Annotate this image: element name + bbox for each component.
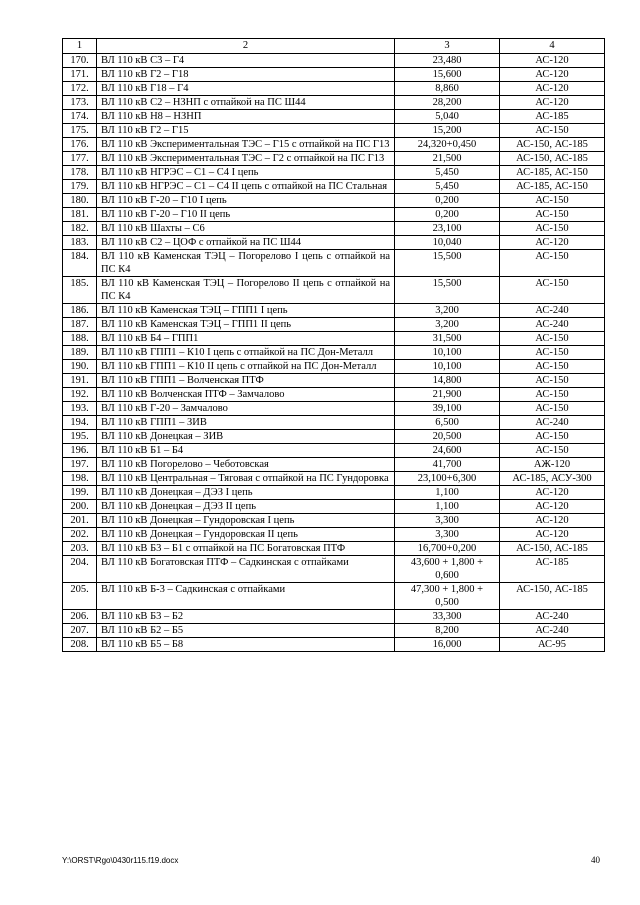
line-length: 21,500 xyxy=(395,152,500,166)
line-length: 16,000 xyxy=(395,638,500,652)
row-number: 207. xyxy=(63,624,97,638)
line-length: 41,700 xyxy=(395,458,500,472)
wire-type: АС-240 xyxy=(500,318,605,332)
wire-type: АС-150 xyxy=(500,444,605,458)
line-name: ВЛ 110 кВ С3 – Г4 xyxy=(97,54,395,68)
line-name: ВЛ 110 кВ Б4 – ГПП1 xyxy=(97,332,395,346)
wire-type: АС-150 xyxy=(500,208,605,222)
wire-type: АС-240 xyxy=(500,304,605,318)
line-name: ВЛ 110 кВ С2 – НЗНП с отпайкой на ПС Ш44 xyxy=(97,96,395,110)
wire-type: АС-150 xyxy=(500,402,605,416)
row-number: 195. xyxy=(63,430,97,444)
row-number: 172. xyxy=(63,82,97,96)
table-row xyxy=(63,138,605,152)
line-length: 24,600 xyxy=(395,444,500,458)
table-row xyxy=(63,360,605,374)
row-number: 186. xyxy=(63,304,97,318)
line-length: 15,500 xyxy=(395,277,500,304)
row-number: 202. xyxy=(63,528,97,542)
wire-type: АС-150, АС-185 xyxy=(500,542,605,556)
line-length: 15,500 xyxy=(395,250,500,277)
line-name: ВЛ 110 кВ Г2 – Г18 xyxy=(97,68,395,82)
line-name: ВЛ 110 кВ Б2 – Б5 xyxy=(97,624,395,638)
line-name: ВЛ 110 кВ Донецкая – ДЭЗ II цепь xyxy=(97,500,395,514)
row-number: 194. xyxy=(63,416,97,430)
row-number: 185. xyxy=(63,277,97,304)
line-length: 0,200 xyxy=(395,208,500,222)
table-row xyxy=(63,388,605,402)
row-number: 203. xyxy=(63,542,97,556)
line-length: 5,450 xyxy=(395,166,500,180)
table-row xyxy=(63,222,605,236)
wire-type: АС-120 xyxy=(500,236,605,250)
line-name: ВЛ 110 кВ Б-3 – Садкинская с отпайками xyxy=(97,583,395,610)
line-length: 10,100 xyxy=(395,346,500,360)
line-name: ВЛ 110 кВ Донецкая – Гундоровская II цепь xyxy=(97,528,395,542)
table-row xyxy=(63,96,605,110)
line-length: 15,600 xyxy=(395,68,500,82)
table-row xyxy=(63,110,605,124)
line-name: ВЛ 110 кВ ГПП1 – Волченская ПТФ xyxy=(97,374,395,388)
line-name: ВЛ 110 кВ Каменская ТЭЦ – Погорелово I цепь с отпайкой на ПС К4 xyxy=(97,250,395,277)
row-number: 179. xyxy=(63,180,97,194)
wire-type: АС-150 xyxy=(500,388,605,402)
line-name: ВЛ 110 кВ Г-20 – Г10 II цепь xyxy=(97,208,395,222)
line-length: 3,200 xyxy=(395,318,500,332)
wire-type: АС-150, АС-185 xyxy=(500,583,605,610)
line-name: ВЛ 110 кВ Шахты – С6 xyxy=(97,222,395,236)
line-name: ВЛ 110 кВ Б3 – Б2 xyxy=(97,610,395,624)
wire-type: АС-185 xyxy=(500,110,605,124)
row-number: 189. xyxy=(63,346,97,360)
table-row xyxy=(63,166,605,180)
line-length: 14,800 xyxy=(395,374,500,388)
row-number: 196. xyxy=(63,444,97,458)
row-number: 198. xyxy=(63,472,97,486)
line-name: ВЛ 110 кВ Б1 – Б4 xyxy=(97,444,395,458)
row-number: 199. xyxy=(63,486,97,500)
line-length: 23,480 xyxy=(395,54,500,68)
row-number: 175. xyxy=(63,124,97,138)
wire-type: АС-150 xyxy=(500,250,605,277)
line-length: 8,200 xyxy=(395,624,500,638)
row-number: 197. xyxy=(63,458,97,472)
line-name: ВЛ 110 кВ Б3 – Б1 с отпайкой на ПС Богатовская ПТФ xyxy=(97,542,395,556)
line-length: 16,700+0,200 xyxy=(395,542,500,556)
table-row xyxy=(63,194,605,208)
line-name: ВЛ 110 кВ Каменская ТЭЦ – ГПП1 II цепь xyxy=(97,318,395,332)
table-row xyxy=(63,318,605,332)
wire-type: АС-120 xyxy=(500,514,605,528)
row-number: 182. xyxy=(63,222,97,236)
line-name: ВЛ 110 кВ Каменская ТЭЦ – Погорелово II цепь с отпайкой на ПС К4 xyxy=(97,277,395,304)
table-row xyxy=(63,208,605,222)
line-name: ВЛ 110 кВ Богатовская ПТФ – Садкинская с отпайками xyxy=(97,556,395,583)
line-name: ВЛ 110 кВ Г-20 – Г10 I цепь xyxy=(97,194,395,208)
line-name: ВЛ 110 кВ ГПП1 – К10 II цепь с отпайкой на ПС Дон-Металл xyxy=(97,360,395,374)
wire-type: АС-240 xyxy=(500,624,605,638)
line-length: 5,040 xyxy=(395,110,500,124)
line-name: ВЛ 110 кВ Г18 – Г4 xyxy=(97,82,395,96)
row-number: 206. xyxy=(63,610,97,624)
line-length: 39,100 xyxy=(395,402,500,416)
table-row xyxy=(63,250,605,277)
wire-type: АС-150 xyxy=(500,346,605,360)
row-number: 173. xyxy=(63,96,97,110)
table-row xyxy=(63,472,605,486)
wire-type: АС-150 xyxy=(500,194,605,208)
line-length: 10,040 xyxy=(395,236,500,250)
line-name: ВЛ 110 кВ ГПП1 – К10 I цепь с отпайкой на ПС Дон-Металл xyxy=(97,346,395,360)
table-row xyxy=(63,624,605,638)
table-row xyxy=(63,332,605,346)
line-length: 43,600 + 1,800 + 0,600 xyxy=(395,556,500,583)
wire-type: АС-150, АС-185 xyxy=(500,138,605,152)
row-number: 191. xyxy=(63,374,97,388)
line-name: ВЛ 110 кВ Донецкая – Гундоровская I цепь xyxy=(97,514,395,528)
row-number: 183. xyxy=(63,236,97,250)
wire-type: АС-95 xyxy=(500,638,605,652)
header-col-4: 4 xyxy=(500,39,605,54)
row-number: 170. xyxy=(63,54,97,68)
table-row xyxy=(63,277,605,304)
wire-type: АС-150 xyxy=(500,374,605,388)
line-name: ВЛ 110 кВ Донецкая – ДЭЗ I цепь xyxy=(97,486,395,500)
table-row xyxy=(63,638,605,652)
table-row xyxy=(63,416,605,430)
line-length: 33,300 xyxy=(395,610,500,624)
line-length: 28,200 xyxy=(395,96,500,110)
line-name: ВЛ 110 кВ С2 – ЦОФ с отпайкой на ПС Ш44 xyxy=(97,236,395,250)
header-col-3: 3 xyxy=(395,39,500,54)
table-row xyxy=(63,402,605,416)
line-length: 31,500 xyxy=(395,332,500,346)
table-row xyxy=(63,304,605,318)
row-number: 192. xyxy=(63,388,97,402)
table-row xyxy=(63,236,605,250)
table-row xyxy=(63,374,605,388)
line-name: ВЛ 110 кВ ГПП1 – ЗИВ xyxy=(97,416,395,430)
row-number: 193. xyxy=(63,402,97,416)
wire-type: АС-120 xyxy=(500,68,605,82)
line-name: ВЛ 110 кВ Г2 – Г15 xyxy=(97,124,395,138)
header-col-2: 2 xyxy=(97,39,395,54)
line-length: 21,900 xyxy=(395,388,500,402)
line-length: 20,500 xyxy=(395,430,500,444)
line-length: 24,320+0,450 xyxy=(395,138,500,152)
line-length: 5,450 xyxy=(395,180,500,194)
wire-type: АС-120 xyxy=(500,528,605,542)
line-name: ВЛ 110 кВ Донецкая – ЗИВ xyxy=(97,430,395,444)
header-col-1: 1 xyxy=(63,39,97,54)
line-name: ВЛ 110 кВ Волченская ПТФ – Замчалово xyxy=(97,388,395,402)
wire-type: АС-120 xyxy=(500,82,605,96)
row-number: 171. xyxy=(63,68,97,82)
table-row xyxy=(63,82,605,96)
table-row xyxy=(63,556,605,583)
line-name: ВЛ 110 кВ Погорелово – Чеботовская xyxy=(97,458,395,472)
line-length: 15,200 xyxy=(395,124,500,138)
line-name: ВЛ 110 кВ Г-20 – Замчалово xyxy=(97,402,395,416)
wire-type: АС-120 xyxy=(500,54,605,68)
line-length: 47,300 + 1,800 + 0,500 xyxy=(395,583,500,610)
row-number: 174. xyxy=(63,110,97,124)
line-length: 10,100 xyxy=(395,360,500,374)
line-table xyxy=(62,38,605,652)
wire-type: АС-150 xyxy=(500,222,605,236)
row-number: 180. xyxy=(63,194,97,208)
table-row xyxy=(63,486,605,500)
table-row xyxy=(63,54,605,68)
line-length: 23,100+6,300 xyxy=(395,472,500,486)
wire-type: АС-120 xyxy=(500,486,605,500)
line-length: 1,100 xyxy=(395,500,500,514)
table-row xyxy=(63,583,605,610)
row-number: 187. xyxy=(63,318,97,332)
table-row xyxy=(63,124,605,138)
table-row xyxy=(63,444,605,458)
table-row xyxy=(63,542,605,556)
line-name: ВЛ 110 кВ Экспериментальная ТЭС – Г2 с отпайкой на ПС Г13 xyxy=(97,152,395,166)
line-length: 3,300 xyxy=(395,514,500,528)
table-header-row xyxy=(63,39,605,54)
line-length: 1,100 xyxy=(395,486,500,500)
table-row xyxy=(63,528,605,542)
wire-type: АС-150 xyxy=(500,332,605,346)
wire-type: АС-120 xyxy=(500,500,605,514)
row-number: 176. xyxy=(63,138,97,152)
line-name: ВЛ 110 кВ НГРЭС – С1 – С4 I цепь xyxy=(97,166,395,180)
wire-type: АС-185, АС-150 xyxy=(500,166,605,180)
table-row xyxy=(63,346,605,360)
table-row xyxy=(63,430,605,444)
wire-type: АС-150 xyxy=(500,277,605,304)
line-length: 8,860 xyxy=(395,82,500,96)
table-row xyxy=(63,180,605,194)
row-number: 188. xyxy=(63,332,97,346)
wire-type: АС-150 xyxy=(500,430,605,444)
row-number: 184. xyxy=(63,250,97,277)
line-length: 6,500 xyxy=(395,416,500,430)
wire-type: АС-150 xyxy=(500,360,605,374)
row-number: 201. xyxy=(63,514,97,528)
table-row xyxy=(63,68,605,82)
line-name: ВЛ 110 кВ Экспериментальная ТЭС – Г15 с отпайкой на ПС Г13 xyxy=(97,138,395,152)
line-name: ВЛ 110 кВ Б5 – Б8 xyxy=(97,638,395,652)
wire-type: АС-150 xyxy=(500,124,605,138)
table-row xyxy=(63,458,605,472)
wire-type: АС-185 xyxy=(500,556,605,583)
table-row xyxy=(63,500,605,514)
wire-type: АС-185, АС-150 xyxy=(500,180,605,194)
line-name: ВЛ 110 кВ Н8 – НЗНП xyxy=(97,110,395,124)
row-number: 177. xyxy=(63,152,97,166)
line-name: ВЛ 110 кВ Каменская ТЭЦ – ГПП1 I цепь xyxy=(97,304,395,318)
footer-file-path: Y:\ORST\Rgo\0430r115.f19.docx xyxy=(62,856,179,865)
line-name: ВЛ 110 кВ Центральная – Тяговая с отпайкой на ПС Гундоровка xyxy=(97,472,395,486)
wire-type: АЖ-120 xyxy=(500,458,605,472)
row-number: 181. xyxy=(63,208,97,222)
table-row xyxy=(63,610,605,624)
line-length: 3,300 xyxy=(395,528,500,542)
line-name: ВЛ 110 кВ НГРЭС – С1 – С4 II цепь с отпайкой на ПС Стальная xyxy=(97,180,395,194)
line-length: 23,100 xyxy=(395,222,500,236)
row-number: 190. xyxy=(63,360,97,374)
wire-type: АС-240 xyxy=(500,610,605,624)
wire-type: АС-120 xyxy=(500,96,605,110)
wire-type: АС-150, АС-185 xyxy=(500,152,605,166)
row-number: 204. xyxy=(63,556,97,583)
footer-page-number: 40 xyxy=(591,855,600,865)
line-length: 0,200 xyxy=(395,194,500,208)
line-length: 3,200 xyxy=(395,304,500,318)
wire-type: АС-240 xyxy=(500,416,605,430)
row-number: 200. xyxy=(63,500,97,514)
table-row xyxy=(63,514,605,528)
row-number: 178. xyxy=(63,166,97,180)
table-row xyxy=(63,152,605,166)
row-number: 205. xyxy=(63,583,97,610)
wire-type: АС-185, АСУ-300 xyxy=(500,472,605,486)
row-number: 208. xyxy=(63,638,97,652)
